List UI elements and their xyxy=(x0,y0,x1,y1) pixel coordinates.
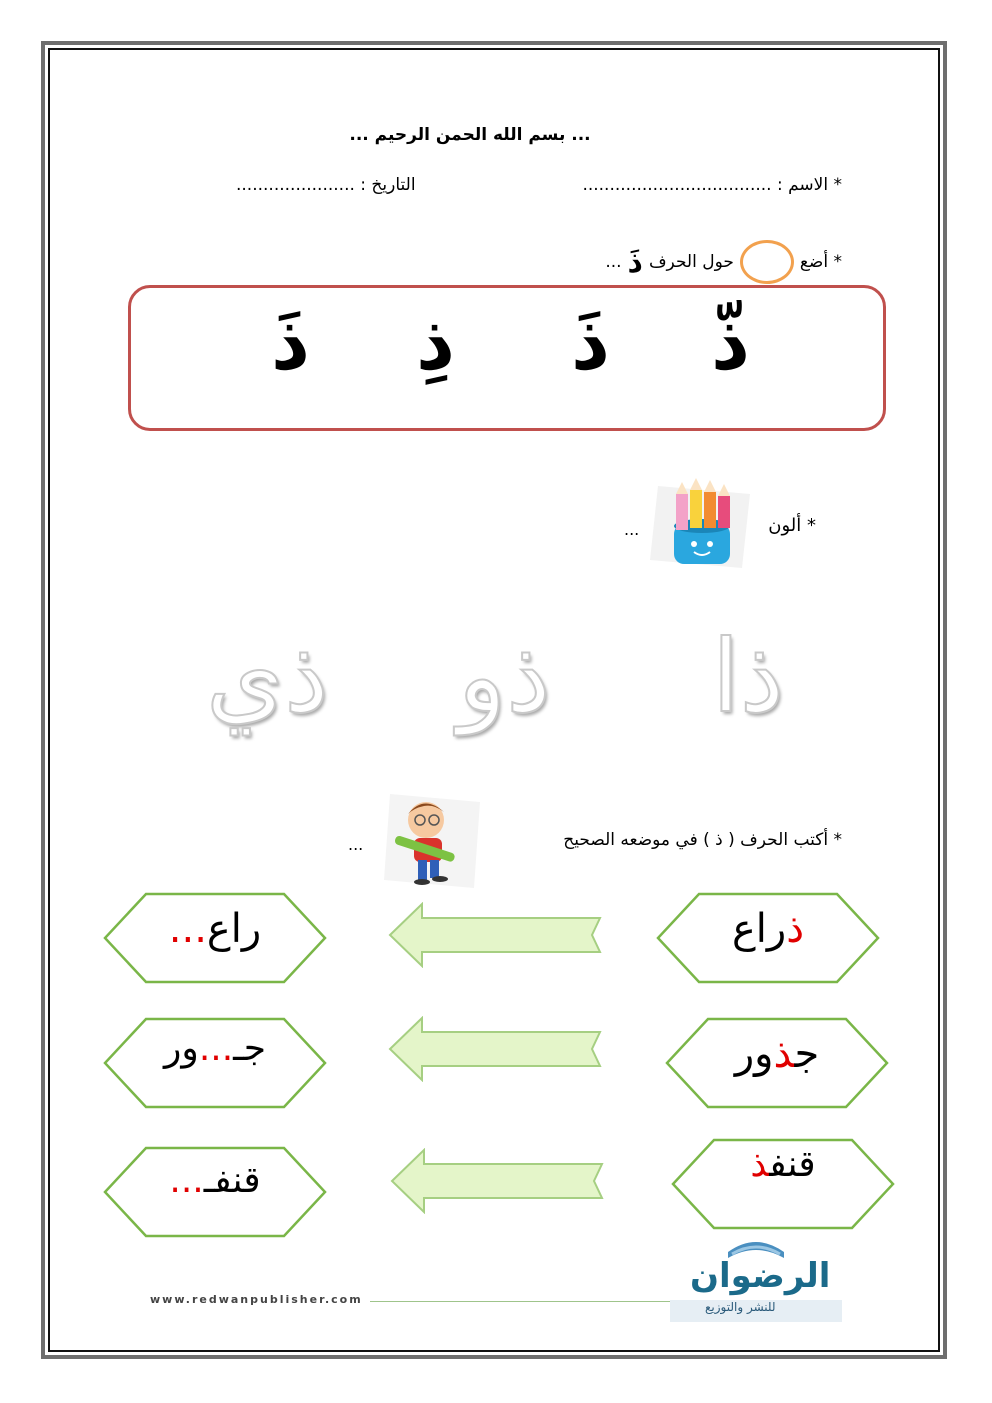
model-word-2-rest: ور xyxy=(734,1031,774,1077)
model-word-3 xyxy=(705,1144,861,1185)
arrow-left-icon-2 xyxy=(388,1016,606,1082)
model-word-3-letter: ذ xyxy=(750,1144,770,1185)
instruction-before-circle: * أضع xyxy=(799,252,842,272)
blank-word-1[interactable] xyxy=(137,906,293,952)
letter-choice-box xyxy=(128,285,886,431)
logo-title: الرضوان xyxy=(690,1256,831,1296)
color-instruction-dots: ... xyxy=(624,520,640,539)
letter-option-1[interactable]: ذّ xyxy=(711,298,751,387)
model-word-2-start: ج xyxy=(794,1031,820,1077)
model-word-2 xyxy=(699,1031,855,1077)
circle-instruction xyxy=(605,240,842,284)
name-field-line: * الاسم : ................................... xyxy=(582,175,842,195)
orange-circle-icon xyxy=(740,240,794,284)
model-word-1-rest: راع xyxy=(731,906,787,952)
model-word-2-letter: ذ xyxy=(773,1031,795,1077)
instruction-dots: ... xyxy=(605,252,622,272)
basmala-heading: ... بسم الله الحمن الرحيم ... xyxy=(349,125,591,145)
instruction-after-circle: حول الحرف xyxy=(648,252,734,272)
trace-word-2: ذو xyxy=(458,618,551,735)
blank-word-3-dots: ... xyxy=(169,1160,204,1201)
blank-word-2[interactable] xyxy=(137,1028,293,1069)
blank-word-3[interactable] xyxy=(137,1160,293,1201)
boy-with-pencil-icon xyxy=(384,790,484,890)
date-field-line: التاريخ : ...................... xyxy=(236,175,416,195)
model-word-1-letter: ذ xyxy=(786,906,805,952)
trace-word-1: ذا xyxy=(712,618,785,735)
model-word-3-start: قنف xyxy=(769,1144,816,1185)
blank-word-2-start: جـ xyxy=(233,1028,266,1069)
letter-option-2[interactable]: ذَ xyxy=(571,298,611,387)
blank-word-3-start: قنفـ xyxy=(203,1160,261,1201)
arrow-left-icon-3 xyxy=(390,1148,608,1214)
logo-subtitle: للنشر والتوزيع xyxy=(705,1300,776,1314)
blank-word-1-rest: راع xyxy=(206,906,262,952)
model-word-1 xyxy=(690,906,846,952)
target-letter: ذَ xyxy=(627,244,643,280)
blank-word-2-dots: ... xyxy=(198,1028,234,1069)
blank-word-2-rest: ور xyxy=(164,1028,199,1069)
colored-pencils-icon xyxy=(650,474,754,570)
arrow-left-icon-1 xyxy=(388,902,606,968)
blank-word-1-dots: ... xyxy=(168,906,207,952)
write-instruction: * أكتب الحرف ( ذ ) في موضعه الصحيح xyxy=(563,830,842,850)
letter-option-3[interactable]: ذِ xyxy=(416,298,456,387)
trace-word-3: ذي xyxy=(206,618,329,735)
color-instruction: * ألون xyxy=(768,515,816,536)
publisher-url: www.redwanpublisher.com xyxy=(150,1293,363,1306)
letter-option-4[interactable]: ذَ xyxy=(271,298,311,387)
write-instruction-dots: ... xyxy=(348,835,364,854)
